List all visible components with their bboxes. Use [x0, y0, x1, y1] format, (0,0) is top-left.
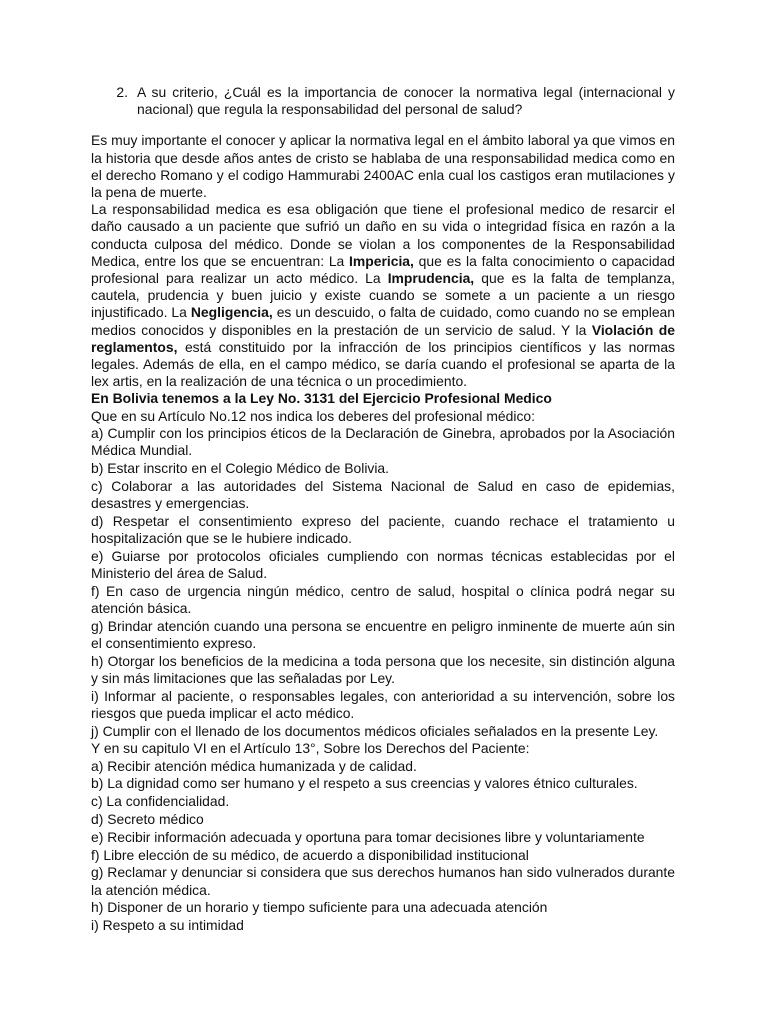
question-text: A su criterio, ¿Cuál es la importancia de conocer la normativa legal (internacional y nacional) que regula la responsabilidad del personal de salud? [137, 84, 675, 118]
question-item [91, 84, 675, 118]
list-item: d) Secreto médico [91, 811, 204, 828]
list-item: b) La dignidad como ser humano y el respeto a sus creencias y valores étnico culturales. [91, 775, 638, 792]
list-item: j) Cumplir con el llenado de los documentos médicos oficiales señalados en la presente Ley. [91, 722, 659, 739]
list-item: e) Recibir información adecuada y oportuna para tomar decisiones libre y voluntariamente [91, 828, 645, 845]
duties-list [91, 425, 675, 740]
list-item: c) La confidencialidad. [91, 793, 230, 810]
term-imprudencia: Imprudencia, [387, 270, 475, 287]
term-impericia: Impericia, [349, 252, 414, 269]
list-item: c) Colaborar a las autoridades del Sistema Nacional de Salud en caso de epidemias, desastres y emergencias. [91, 477, 675, 511]
article12-intro: Que en su Artículo No.12 nos indica los deberes del profesional médico: [91, 407, 535, 424]
question-number: 2. [116, 84, 128, 100]
list-item: a) Recibir atención médica humanizada y de calidad. [91, 757, 417, 774]
list-item: a) Cumplir con los principios éticos de la Declaración de Ginebra, aprobados por la Asociación Médica Mundial. [91, 424, 675, 459]
paragraph-history: Es muy importante el conocer y aplicar la normativa legal en el ámbito laboral ya que vimos en la historia que desde años antes de cristo se hablaba de una responsabilidad medica como en el derecho Romano y el codigo Hammurabi 2400AC enla cual los castigos eran mutilaciones y la pena de muerte. [91, 132, 675, 201]
term-negligencia: Negligencia, [190, 304, 273, 321]
list-item: g) Brindar atención cuando una persona se encuentre en peligro inminente de muerte aún sin el consentimiento expreso. [91, 617, 675, 651]
list-item: g) Reclamar y denunciar si considera que sus derechos humanos han sido vulnerados durante la atención médica. [91, 864, 675, 898]
rights-list [91, 758, 675, 935]
list-item: h) Otorgar los beneficios de la medicina a toda persona que los necesite, sin distinción alguna y sin más limitaciones que las señaladas por Ley. [91, 652, 675, 686]
list-item: i) Informar al paciente, o responsables legales, con anterioridad a su intervención, sobre los riesgos que pueda implicar el acto médico. [91, 687, 675, 721]
paragraph-responsibility: La responsabilidad medica es esa obligación que tiene el profesional medico de resarcir el daño causado a un paciente que sufrió un daño en su vida o integridad física en razón a la conducta culposa del médico. Donde se violan a los componentes de la Responsabilidad Medica, entre los que se encuentran: La Impericia, que es la falta conocimiento o capacidad profesional para realizar un acto médico. La Imprudencia, que es la falta de templanza, cautela, prudencia y buen juicio y existe cuando se somete a un paciente a un riesgo injustificado. La Negligencia, es un descuido, o falta de cuidado, como cuando no se emplean medios conocidos y disponibles en la prestación de un servicio de salud. Y la Violación de reglamentos, está constituido por la infracción de los principios científicos y las normas legales. Además de ella, en el campo médico, se daría cuando el profesional se aparta de la lex artis, en la realización de una técnica o un procedimiento. [91, 201, 676, 390]
list-item: d) Respetar el consentimiento expreso del paciente, cuando rechace el tratamiento u hospitalización que se le hubiere indicado. [91, 512, 675, 546]
law-heading: En Bolivia tenemos a la Ley No. 3131 del Ejercicio Profesional Medico [91, 390, 552, 407]
list-item: h) Disponer de un horario y tiempo suficiente para una adecuada atención [91, 899, 548, 916]
document-page [91, 84, 675, 935]
list-item: i) Respeto a su intimidad [91, 917, 244, 934]
list-item: e) Guiarse por protocolos oficiales cumpliendo con normas técnicas establecidas por el Ministerio del área de Salud. [91, 547, 675, 581]
list-item: f) Libre elección de su médico, de acuerdo a disponibilidad institucional [91, 846, 529, 863]
list-item: b) Estar inscrito en el Colegio Médico de Bolivia. [91, 459, 390, 476]
list-item: f) En caso de urgencia ningún médico, centro de salud, hospital o clínica podrá negar su atención básica. [91, 582, 675, 616]
article13-intro: Y en su capitulo VI en el Artículo 13°, Sobre los Derechos del Paciente: [91, 740, 530, 757]
term-violacion-reglamentos: Violación de reglamentos, [91, 321, 675, 355]
